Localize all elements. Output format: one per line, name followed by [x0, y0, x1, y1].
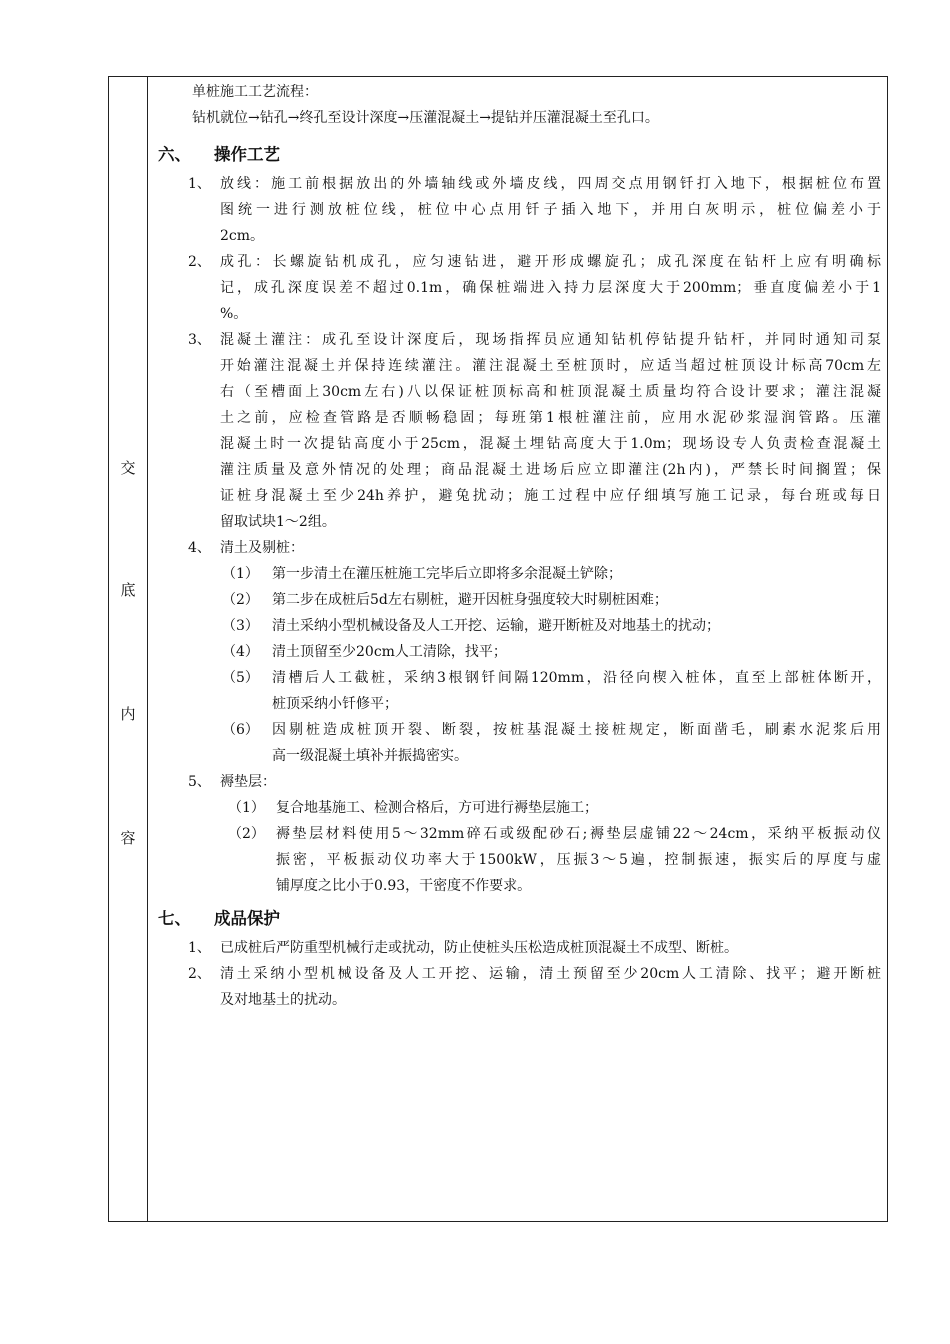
- item-number: 1、: [188, 940, 211, 956]
- list-item: [156, 935, 881, 961]
- item-text: %。: [220, 306, 248, 322]
- sub-item-text: 高一级混凝土填补并振捣密实。: [272, 748, 468, 764]
- sub-item-text: 复合地基施工、检测合格后，方可进行褥垫层施工；: [276, 800, 598, 816]
- item-text: 记，成孔深度误差不超过0.1m，确保桩端进入持力层深度大于200mm；垂直度偏差小于1: [220, 280, 881, 296]
- sub-item-text: 铺厚度之比小于0.93，干密度不作要求。: [276, 878, 532, 894]
- side-label-char: 内: [120, 705, 136, 723]
- item-text: 已成桩后严防重型机械行走或扰动，防止使桩头压松造成桩顶混凝土不成型、断桩。: [220, 940, 738, 956]
- item-number: 1、: [188, 176, 211, 192]
- intro-label: 单桩施工工艺流程：: [192, 84, 318, 100]
- list-item: [156, 535, 881, 561]
- section-number: 六、: [158, 145, 191, 164]
- sub-item-text: 清槽后人工截桩，采纳3根钢钎间隔120mm，沿径向楔入桩体，直至上部桩体断开，: [272, 670, 881, 686]
- side-label-column: [109, 77, 148, 1221]
- sub-item: [156, 639, 881, 665]
- sub-item-text: 桩顶采纳小钎修平；: [272, 696, 398, 712]
- item-text: 右（至槽面上30cm左右)八以保证桩顶标高和桩顶混凝土质量均符合设计要求；灌注混凝: [220, 384, 881, 400]
- sub-item-number: （2）: [222, 592, 259, 608]
- sub-item: [156, 561, 881, 587]
- item-text: 及对地基土的扰动。: [220, 992, 346, 1008]
- side-label-char: 交: [120, 459, 136, 477]
- item-text: 灌注质量及意外情况的处理；商品混凝土进场后应立即灌注(2h内)，严禁长时间搁置；保: [220, 462, 881, 478]
- item-text: 成孔：长螺旋钻机成孔，应匀速钻进，避开形成螺旋孔；成孔深度在钻杆上应有明确标: [220, 254, 881, 270]
- item-text: 清土采纳小型机械设备及人工开挖、运输，清土预留至少20cm人工清除、找平；避开断桩: [220, 966, 881, 982]
- item-text: 混凝土灌注：成孔至设计深度后，现场指挥员应通知钻机停钻提升钻杆，并同时通知司泵: [220, 332, 881, 348]
- section-title: 成品保护: [214, 909, 280, 928]
- item-number: 4、: [188, 540, 211, 556]
- sub-item: [156, 587, 881, 613]
- item-number: 2、: [188, 254, 211, 270]
- sub-item-text: 清土顶留至少20cm人工清除，找平；: [272, 644, 507, 660]
- section-number: 七、: [158, 909, 191, 928]
- item-text: 土之前，应检查管路是否顺畅稳固；每班第1根桩灌注前，应用水泥砂浆湿润管路。压灌: [220, 410, 881, 426]
- list-item: [156, 171, 881, 249]
- item-text: 褥垫层：: [220, 774, 276, 790]
- sub-item-number: （6）: [222, 722, 259, 738]
- sub-item-number: （1）: [228, 800, 265, 816]
- list-item: [156, 249, 881, 327]
- section-title: 操作工艺: [214, 145, 280, 164]
- sub-item-text: 褥垫层材料使用5～32mm碎石或级配砂石;褥垫层虚铺22～24cm，采纳平板振动仪: [276, 826, 881, 842]
- sub-item-text: 因剔桩造成桩顶开裂、断裂，按桩基混凝土接桩规定，断面凿毛，刷素水泥浆后用: [272, 722, 881, 738]
- item-number: 5、: [188, 774, 211, 790]
- list-item: [156, 327, 881, 535]
- item-number: 3、: [188, 332, 211, 348]
- side-label-char: 底: [120, 581, 136, 599]
- sub-item: [156, 613, 881, 639]
- document-table: [108, 76, 888, 1222]
- item-text: 留取试块1～2组。: [220, 514, 336, 530]
- sub-item: [156, 795, 881, 821]
- sub-item-number: （5）: [222, 670, 259, 686]
- item-number: 2、: [188, 966, 211, 982]
- list-item: [156, 961, 881, 1013]
- item-text: 开始灌注混凝土并保持连续灌注。灌注混凝土至桩顶时，应适当超过桩顶设计标高70cm左: [220, 358, 881, 374]
- section-seven-heading: [156, 903, 881, 935]
- item-text: 证桩身混凝土至少24h养护，避兔扰动；施工过程中应仔细填写施工记录，每台班或每日: [220, 488, 881, 504]
- side-label-char: 容: [120, 829, 136, 847]
- item-text: 图统一进行测放桩位线，桩位中心点用钎子插入地下，并用白灰明示，桩位偏差小于: [220, 202, 881, 218]
- sub-item-number: （4）: [222, 644, 259, 660]
- sub-item-text: 振密，平板振动仪功率大于1500kW，压振3～5遍，控制振速，振实后的厚度与虚: [276, 852, 881, 868]
- sub-item: [156, 821, 881, 899]
- process-flow: 钻机就位→钻孔→终孔至设计深度→压灌混凝土→提钻并压灌混凝土至孔口。: [192, 110, 659, 126]
- item-text: 放线：施工前根据放出的外墙轴线或外墙皮线，四周交点用钢钎打入地下，根据桩位布置: [220, 176, 881, 192]
- item-text: 混凝土时一次提钻高度小于25cm，混凝土埋钻高度大于1.0m；现场设专人负责检查混凝土: [220, 436, 881, 452]
- list-item: [156, 769, 881, 795]
- sub-item: [156, 665, 881, 717]
- sub-item-number: （3）: [222, 618, 259, 634]
- sub-item: [156, 717, 881, 769]
- sub-item-number: （1）: [222, 566, 259, 582]
- content-cell: [156, 77, 881, 1013]
- sub-item-text: 第二步在成桩后5d左右剔桩，避开因桩身强度较大时剔桩困难；: [272, 592, 668, 608]
- sub-item-text: 第一步清土在灌压桩施工完毕后立即将多余混凝土铲除；: [272, 566, 622, 582]
- item-text: 清土及剔桩：: [220, 540, 304, 556]
- sub-item-number: （2）: [228, 826, 265, 842]
- section-six-heading: [156, 139, 881, 171]
- item-text: 2cm。: [220, 228, 265, 244]
- sub-item-text: 清土采纳小型机械设备及人工开挖、运输，避开断桩及对地基土的扰动；: [272, 618, 720, 634]
